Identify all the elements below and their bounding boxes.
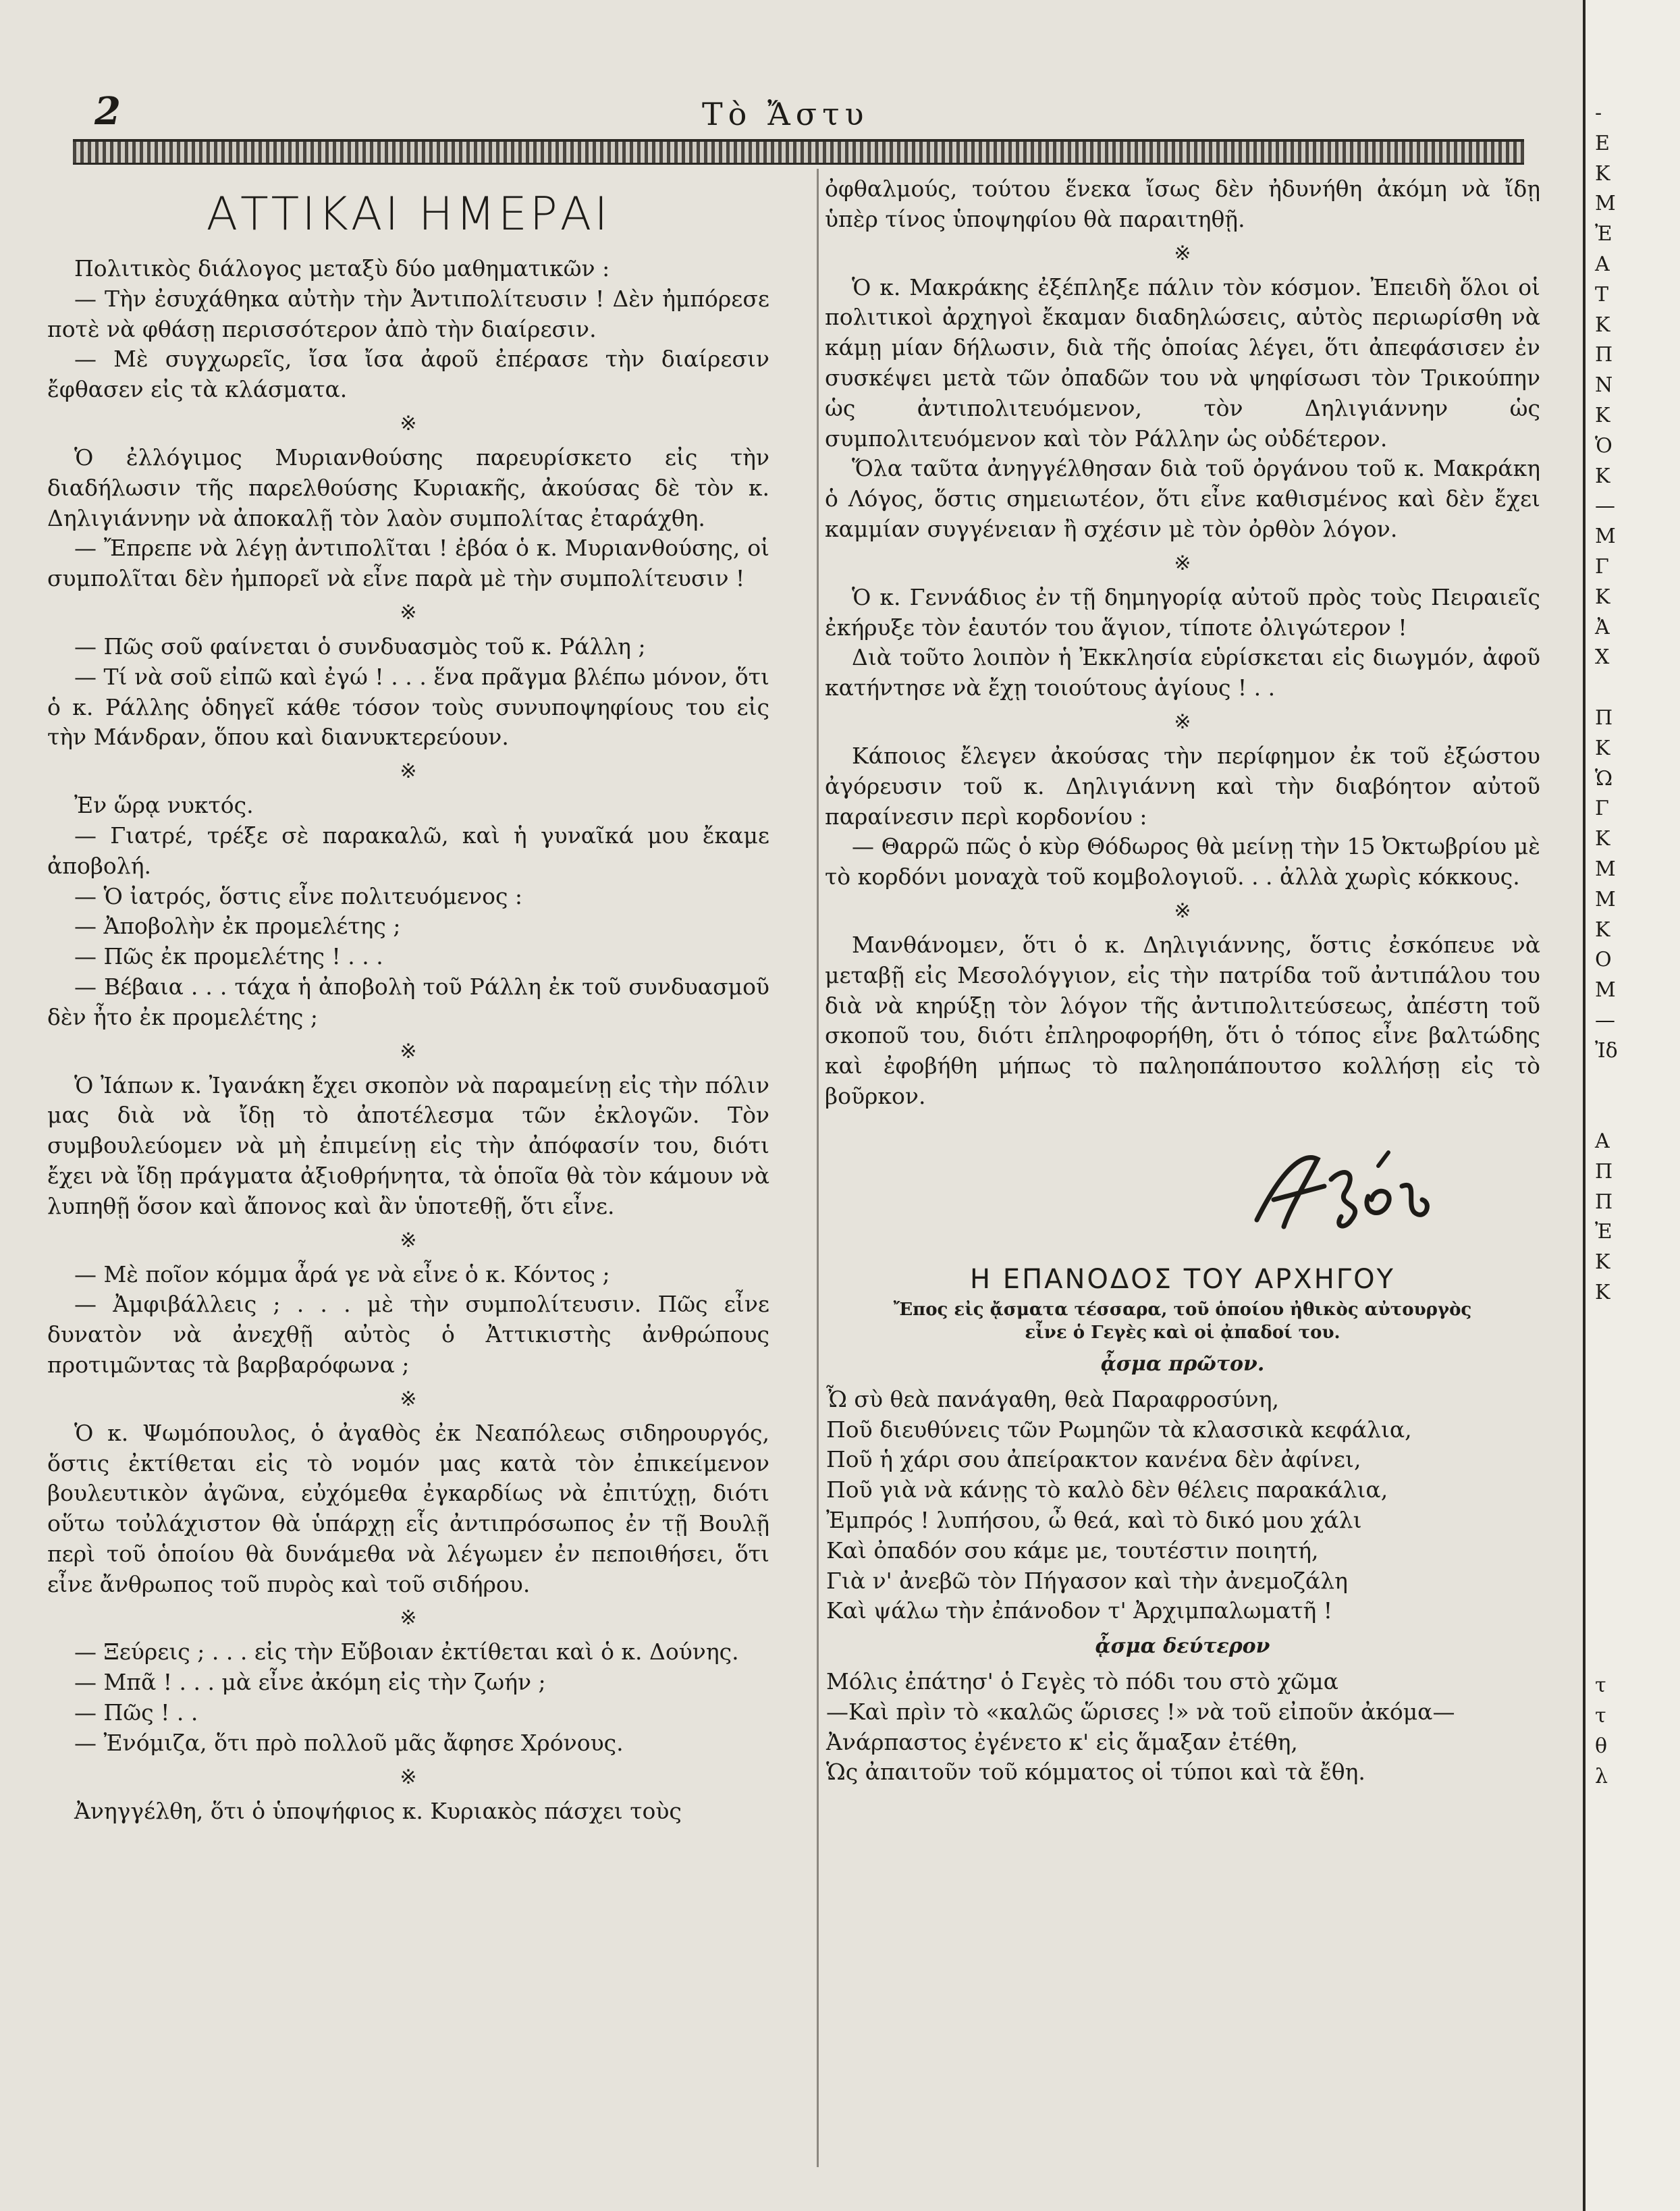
edge-letter: Ἐ [1595,222,1613,246]
paragraph: ὀφθαλμούς, τούτου ἕνεκα ἴσως δὲν ἠδυνήθη ἀκόμη νὰ ἴδῃ ὑπὲρ τίνος ὑποψηφίου θὰ παραιτηθῇ. [825,176,1540,232]
edge-letter [1586,676,1680,706]
header-ornament-rule [73,139,1524,165]
edge-letter: Μ [1595,192,1616,216]
paragraph: — Γιατρέ, τρέξε σὲ παρακαλῶ, καὶ ἡ γυναῖκά μου ἔκαμε ἀποβολή. [47,822,769,879]
paragraph: — Ὁ ἰατρός, ὅστις εἶνε πολιτευόμενος : [74,882,523,909]
paragraph: — Βέβαια . . . τάχα ἡ ἀποβολὴ τοῦ Ράλλη ἐκ τοῦ συνδυασμοῦ δὲν ἦτο ἐκ προμελέτης ; [47,973,769,1030]
edge-letter: Μ [1595,525,1616,549]
separator-star: ※ [400,1606,417,1630]
edge-letter: Κ [1595,736,1610,760]
edge-letter: Π [1595,705,1613,730]
edge-letter: Κ [1595,827,1610,851]
paragraph: Ὅλα ταῦτα ἀνηγγέλθησαν διὰ τοῦ ὀργάνου τοῦ κ. Μακράκη ὁ Λόγος, ὅστις σημειωτέον, ὅτι εἶνε καθισμένος καὶ δὲν ἔχει καμμίαν συγγένειαν ἢ σχέσιν μὲ τὸν ὀρθὸν λόγον. [825,455,1540,542]
edge-letter: θ [1595,1734,1608,1759]
edge-letter: Π [1595,343,1613,367]
edge-letter: Ἰδ [1595,1038,1618,1063]
separator-star: ※ [1174,241,1191,265]
paragraph: Κάποιος ἔλεγεν ἀκούσας τὴν περίφημον ἐκ τοῦ ἐξώστου ἀγόρευσιν τοῦ κ. Δηλιγιάννη καὶ τὴν διαβόητον αὐτοῦ παραίνεσιν περὶ κορδονίου : [825,742,1540,830]
left-column [47,189,769,1826]
edge-letter: Κ [1595,1250,1610,1275]
edge-letter: τ [1595,1704,1606,1728]
edge-letter: Χ [1595,645,1610,670]
edge-letter [1586,1099,1680,1129]
paragraph: — Ἀποβολὴν ἐκ προμελέτης ; [74,913,401,940]
edge-letter: Κ [1595,161,1610,186]
edge-letter: Μ [1595,857,1616,881]
edge-letter: Α [1595,1129,1610,1154]
paragraph: — Θαρρῶ πῶς ὁ κὺρ Θόδωρος θὰ μείνῃ τὴν 15 Ὀκτωβρίου μὲ τὸ κορδόνι μοναχὰ τοῦ κομβολογιοῦ. . . ἀλλὰ χωρὶς κόκκους. [825,833,1540,890]
verse-line: Καὶ ὀπαδόν σου κάμε με, τουτέστιν ποιητή, [826,1537,1319,1564]
paragraph: — Ἔπρεπε νὰ λέγῃ ἀντιπολῖται ! ἐβόα ὁ κ. Μυριανθούσης, οἱ συμπολῖται δὲν ἠμπορεῖ νὰ εἶνε παρὰ μὲ τὴν συμπολίτευσιν ! [47,535,769,592]
edge-letter: Ε [1595,131,1610,155]
section-title: ΑΤΤΙΚΑΙ ΗΜΕΡΑΙ [206,188,611,241]
edge-letter: λ [1595,1764,1608,1788]
verse-line: Ποῦ διευθύνεις τῶν Ρωμηῶν τὰ κλασσικὰ κεφάλια, [826,1416,1412,1443]
verse-line: Ποῦ γιὰ νὰ κάνῃς τὸ καλὸ δὲν θέλεις παρακάλια, [826,1476,1388,1503]
edge-letter [1586,1553,1680,1583]
paragraph: Ἐν ὥρᾳ νυκτός. [74,792,254,819]
page-number: 2 [94,89,121,134]
newspaper-title: Τὸ Ἄστυ [702,96,869,132]
paragraph: Ἀνηγγέλθη, ὅτι ὁ ὑποψήφιος κ. Κυριακὸς πάσχει τοὺς [74,1797,682,1824]
verse-line: Ὦ σὺ θεὰ πανάγαθη, θεὰ Παραφροσύνη, [826,1385,1279,1412]
edge-letter: - [1595,101,1602,125]
edge-letter: Ὡ [1595,766,1613,791]
edge-letter: Ο [1595,948,1612,972]
edge-letter [1586,1614,1680,1644]
paragraph: — Ἀμφιβάλλεις ; . . . μὲ τὴν συμπολίτευσιν. Πῶς εἶνε δυνατὸν νὰ ἀνεχθῇ αὐτὸς ὁ Ἀττικιστὴς ἀνθρώπους προτιμῶντας τὰ βαρβαρόφωνα ; [47,1291,769,1378]
paragraph: Πολιτικὸς διάλογος μεταξὺ δύο μαθηματικῶν : [74,255,610,282]
edge-letter: — [1595,1008,1615,1032]
paragraph: — Ἐνόμιζα, ὅτι πρὸ πολλοῦ μᾶς ἄφησε Χρόνους. [74,1729,624,1756]
edge-letter [1586,1493,1680,1523]
edge-letter [1586,1069,1680,1100]
right-column [825,174,1540,1788]
verse-line: —Καὶ πρὶν τὸ «καλῶς ὥρισες !» νὰ τοῦ εἰποῦν ἀκόμα— [826,1698,1455,1725]
verse-line: Μόλις ἐπάτησ' ὁ Γεγὲς τὸ πόδι του στὸ χῶμα [826,1668,1338,1695]
edge-letter: Α [1595,252,1610,276]
separator-star: ※ [1174,710,1191,734]
paragraph: — Τὴν ἐσυχάθηκα αὐτὴν τὴν Ἀντιπολίτευσιν ! Δὲν ἠμπόρεσε ποτὲ νὰ φθάσῃ περισσότερον ἀπὸ τὴν διαίρεσιν. [47,285,769,342]
edge-letter: Κ [1595,464,1610,488]
separator-star: ※ [1174,899,1191,923]
separator-star: ※ [400,1387,417,1411]
edge-letter: Ἀ [1595,615,1610,639]
verse-line: Ὡς ἀπαιτοῦν τοῦ κόμματος οἱ τύποι καὶ τὰ ἔθη. [826,1759,1365,1786]
verse-line: Ἀνάρπαστος ἐγένετο κ' εἰς ἅμαξαν ἐτέθη, [826,1728,1298,1755]
edge-letter: Κ [1595,403,1610,427]
edge-letter [1586,1341,1680,1372]
edge-letter: Κ [1595,585,1610,609]
edge-letter: — [1595,494,1615,518]
edge-letter [1586,1522,1680,1553]
paragraph: Διὰ τοῦτο λοιπὸν ἡ Ἐκκλησία εὑρίσκεται εἰς διωγμόν, ἀφοῦ κατήντησε νὰ ἔχῃ τοιούτους ἁγίους ! . . [825,644,1540,701]
paragraph: — Πῶς ἐκ προμελέτης ! . . . [74,943,383,970]
paragraph: Ὁ κ. Ψωμόπουλος, ὁ ἀγαθὸς ἐκ Νεαπόλεως σιδηρουργός, ὅστις ἐκτίθεται εἰς τὸ νομόν μας κατὰ τὸν ἐπικείμενον βουλευτικὸν ἀγῶνα, εὐχόμεθα ἐγκαρδίως νὰ ἐπιτύχῃ, διότι οὕτω τοὐλάχιστον θὰ ὑπάρχῃ εἷς ἀντιπρόσωπος ἐν τῇ Βουλῇ περὶ τοῦ ὁποίου θὰ δυνάμεθα νὰ λέγωμεν ἐν πεποιθήσει, ὅτι εἶνε ἄνθρωπος τοῦ πυρὸς καὶ τοῦ σιδήρου. [47,1419,769,1597]
paragraph: — Πῶς ! . . [74,1699,198,1726]
edge-letter: τ [1595,1674,1606,1698]
edge-letter: Π [1595,1190,1613,1214]
paragraph: Ὁ ἐλλόγιμος Μυριανθούσης παρευρίσκετο εἰς τὴν διαδήλωσιν τῆς παρελθούσης Κυριακῆς, ἀκούσας δὲ τὸν κ. Δηλιγιάννην νὰ ἀποκαλῇ τὸν λαὸν συμπολίτας ἐταράχθη. [47,444,769,531]
signature-handwriting [1243,1139,1459,1240]
edge-letter: Τ [1595,282,1609,307]
edge-letter [1586,1311,1680,1341]
edge-letter: Κ [1595,313,1610,337]
edge-letter: Μ [1595,978,1616,1003]
edge-letter: Γ [1595,554,1609,579]
song-heading: ᾆσμα πρῶτον. [1100,1352,1265,1376]
edge-letter: Κ [1595,1281,1610,1305]
paragraph: — Μὲ συγχωρεῖς, ἴσα ἴσα ἀφοῦ ἐπέρασε τὴν διαίρεσιν ἔφθασεν εἰς τὰ κλάσματα. [47,346,769,403]
adjacent-page-edge [1583,0,1680,2211]
edge-letter: Ν [1595,373,1613,398]
separator-star: ※ [400,411,417,435]
separator-star: ※ [400,600,417,624]
paragraph: — Μπᾶ ! . . . μὰ εἶνε ἀκόμη εἰς τὴν ζωήν ; [74,1669,546,1696]
separator-star: ※ [400,1228,417,1252]
poem-title: Η ΕΠΑΝΟΔΟΣ ΤΟΥ ΑΡΧΗΓΟΥ [970,1263,1395,1295]
edge-letter: Γ [1595,797,1609,821]
verse-line: Γιὰ ν' ἀνεβῶ τὸν Πήγασον καὶ τὴν ἀνεμοζάλη [826,1567,1348,1594]
author-signature [825,1139,1540,1240]
edge-letter [1586,1462,1680,1493]
paragraph: Μανθάνομεν, ὅτι ὁ κ. Δηλιγιάννης, ὅστις ἐσκόπευε νὰ μεταβῇ εἰς Μεσολόγγιον, εἰς τὴν πατρίδα τοῦ ἀντιπάλου του διὰ νὰ κηρύξῃ τὸν λόγον τῆς ἀντιπολιτεύσεως, ἀπέστη τοῦ σκοποῦ του, διότι ἐπληροφορήθη, ὅτι ὁ τόπος εἶνε βαλτώδης καὶ ἐφοβήθη μήπως τὸ παληοπάπουτσο κολλήσῃ εἰς τὸ βοῦρκον. [825,931,1540,1109]
edge-letter [1586,1644,1680,1674]
paragraph: — Ξεύρεις ; . . . εἰς τὴν Εὔβοιαν ἐκτίθεται καὶ ὁ κ. Δούνης. [74,1639,739,1666]
edge-letter: Ὁ [1595,433,1613,458]
paragraph: Ὁ κ. Γεννάδιος ἐν τῇ δημηγορίᾳ αὐτοῦ πρὸς τοὺς Πειραιεῖς ἐκήρυξε τὸν ἑαυτόν του ἅγιον, τίποτε ὀλιγώτερον ! [825,583,1540,641]
paragraph: — Μὲ ποῖον κόμμα ἆρά γε νὰ εἶνε ὁ κ. Κόντος ; [74,1260,610,1287]
edge-letter [1586,1583,1680,1614]
edge-letter: Ἐ [1595,1220,1613,1244]
paragraph: — Πῶς σοῦ φαίνεται ὁ συνδυασμὸς τοῦ κ. Ράλλη ; [74,633,646,660]
separator-star: ※ [400,760,417,784]
separator-star: ※ [400,1765,417,1789]
poem-subtitle: εἶνε ὁ Γεγὲς καὶ οἱ ᾀπαδοί του. [1025,1322,1340,1343]
poem-subtitle: Ἔπος εἰς ᾄσματα τέσσαρα, τοῦ ὁποίου ἠθικὸς αὐτουργὸς [893,1299,1472,1320]
paragraph: Ὁ Ἰάπων κ. Ἰγανάκη ἔχει σκοπὸν νὰ παραμείνῃ εἰς τὴν πόλιν μας διὰ νὰ ἴδῃ τὸ ἀποτέλεσμα τῶν ἐκλογῶν. Τὸν συμβουλεύομεν νὰ μὴ ἐπιμείνῃ εἰς τὴν ἀπόφασίν του, διότι ἔχει νὰ ἴδῃ πράγματα ἀξιοθρήνητα, τὰ ὁποῖα θὰ τὸν κάμουν νὰ λυπηθῇ ὅσον καὶ ἄπονος καὶ ἂν ὑποτεθῇ, ὅτι εἶνε. [47,1071,769,1219]
verse-line: Καὶ ψάλω τὴν ἐπάνοδον τ' Ἀρχιμπαλωματῆ ! [826,1597,1333,1624]
separator-star: ※ [400,1039,417,1063]
edge-letter [1586,1371,1680,1402]
edge-letter: Μ [1595,887,1616,911]
paragraph: Ὁ κ. Μακράκης ἐξέπληξε πάλιν τὸν κόσμον. Ἐπειδὴ ὅλοι οἱ πολιτικοὶ ἀρχηγοὶ ἔκαμαν διαδηλώσεις, αὐτὸς περιωρίσθη νὰ κάμῃ μίαν δήλωσιν, διὰ τῆς ὁποίας λέγει, ὅτι ἀπεφάσισεν ἐν συσκέψει μετὰ τῶν ὀπαδῶν του νὰ ψηφίσωσι τὸν Τρικούπην ὡς ἀντιπολιτευόμενον, τὸν Δηλιγιάννην ὡς συμπολιτευόμενον καὶ τὸν Ράλλην ὡς οὐδέτερον. [825,273,1540,452]
edge-letter [1586,1432,1680,1462]
column-divider [817,169,819,2167]
verse-line: Ποῦ ἡ χάρι σου ἀπείρακτον κανένα δὲν ἀφίνει, [826,1446,1361,1473]
song-heading: ᾆσμα δεύτερον [1095,1634,1270,1659]
separator-star: ※ [1174,551,1191,575]
edge-letter: Π [1595,1159,1613,1183]
edge-letter [1586,1402,1680,1432]
verse-line: Ἐμπρός ! λυπήσου, ὦ θεά, καὶ τὸ δικό μου χάλι [826,1506,1362,1533]
edge-letter: Κ [1595,917,1610,942]
paragraph: — Τί νὰ σοῦ εἰπῶ καὶ ἐγώ ! . . . ἕνα πρᾶγμα βλέπω μόνον, ὅτι ὁ κ. Ράλλης ὁδηγεῖ κάθε τόσον τοὺς συνυποψηφίους του εἰς τὴν Μάνδραν, ὅπου καὶ διανυκτερεύουν. [47,663,769,751]
